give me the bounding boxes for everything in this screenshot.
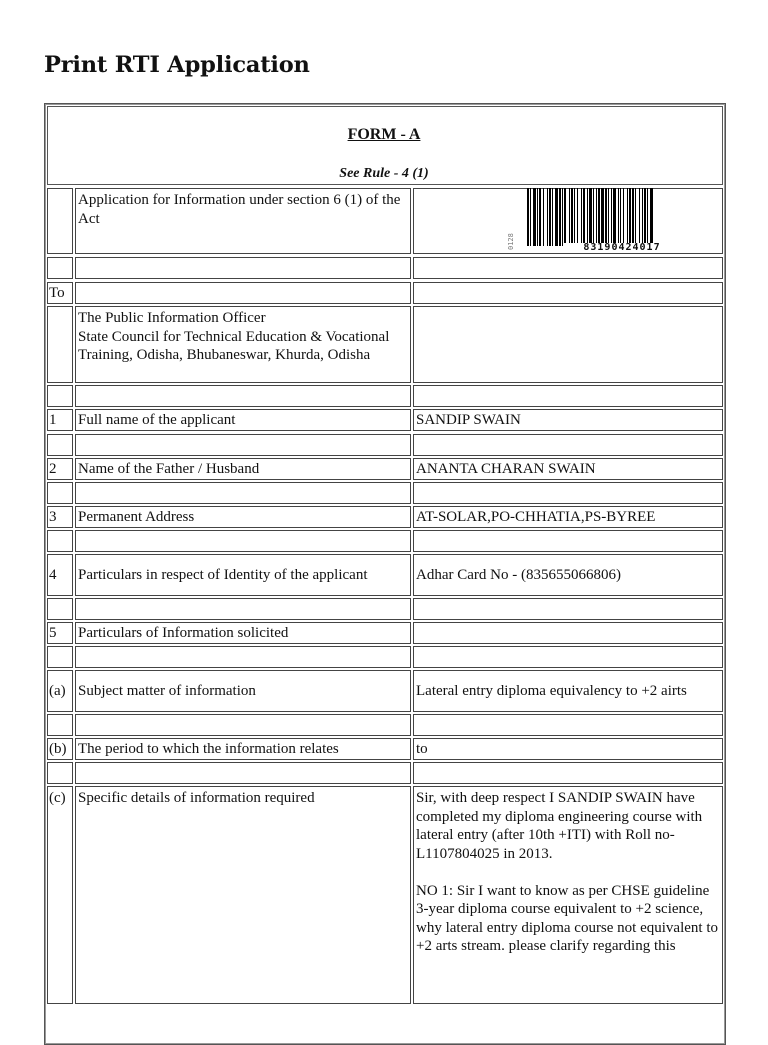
page-title: Print RTI Application xyxy=(44,52,310,78)
row-17-value-cell xyxy=(413,738,723,760)
row-17-label: The period to which the information relates xyxy=(78,740,339,757)
row-17-num-cell xyxy=(47,738,73,760)
row-6-num-cell xyxy=(47,434,73,456)
row-3-num-cell xyxy=(47,306,73,383)
row-9-value-cell xyxy=(413,506,723,528)
row-10-value-cell xyxy=(413,530,723,552)
form-title: FORM - A xyxy=(347,126,421,143)
row-10-num-cell xyxy=(47,530,73,552)
row-7-num: 2 xyxy=(49,460,57,477)
row-7-value: ANANTA CHARAN SWAIN xyxy=(416,460,596,477)
row-13-label: Particulars of Information solicited xyxy=(78,624,289,641)
row-15-value-cell xyxy=(413,670,723,712)
row-19-value: Sir, with deep respect I SANDIP SWAIN have completed my diploma engineering course with lateral entry (after 10th +ITI) with Roll no-L1107804025 in 2013. NO 1: Sir I want to know as per CHSE guideline 3-year diploma course equivalent to +2 science, why lateral entry diploma course not equivalent to +2 arts stream. please clarify regarding this xyxy=(416,790,718,954)
row-5-value-cell xyxy=(413,409,723,431)
row-5-num: 1 xyxy=(49,411,57,428)
row-11-value-cell xyxy=(413,554,723,596)
form-rule-subtitle: See Rule - 4 (1) xyxy=(339,166,429,181)
row-10-label-cell xyxy=(75,530,411,552)
row-12-label-cell xyxy=(75,598,411,620)
row-4-num-cell xyxy=(47,385,73,407)
row-9-label-cell xyxy=(75,506,411,528)
row-7-num-cell xyxy=(47,458,73,480)
row-12-value-cell xyxy=(413,598,723,620)
barcode xyxy=(507,188,699,254)
row-18-num-cell xyxy=(47,762,73,784)
row-7-label-cell xyxy=(75,458,411,480)
row-3-label: The Public Information Officer State Council for Technical Education & Vocational Training, Odisha, Bhubaneswar, Khurda, Odisha xyxy=(78,310,390,363)
row-2-num-cell xyxy=(47,282,73,304)
row-5-label: Full name of the applicant xyxy=(78,411,236,428)
row-15-label: Subject matter of information xyxy=(78,682,256,699)
row-8-num-cell xyxy=(47,482,73,504)
row-7-value-cell xyxy=(413,458,723,480)
row-15-label-cell xyxy=(75,670,411,712)
row-15-num-cell xyxy=(47,670,73,712)
row-11-label-cell xyxy=(75,554,411,596)
row-0-num-cell xyxy=(47,188,73,254)
row-19-value-cell xyxy=(413,786,723,1004)
row-13-label-cell xyxy=(75,622,411,644)
row-19-num-cell xyxy=(47,786,73,1004)
barcode-bars xyxy=(527,188,699,246)
row-2-num: To xyxy=(49,284,65,301)
row-6-label-cell xyxy=(75,434,411,456)
row-8-value-cell xyxy=(413,482,723,504)
row-9-label: Permanent Address xyxy=(78,508,195,525)
row-19-num: (c) xyxy=(49,790,66,806)
row-1-num-cell xyxy=(47,257,73,279)
row-11-num: 4 xyxy=(49,566,57,583)
row-11-num-cell xyxy=(47,554,73,596)
row-13-value-cell xyxy=(413,622,723,644)
row-4-label-cell xyxy=(75,385,411,407)
row-14-num-cell xyxy=(47,646,73,668)
row-5-value: SANDIP SWAIN xyxy=(416,411,521,428)
row-13-num-cell xyxy=(47,622,73,644)
row-4-value-cell xyxy=(413,385,723,407)
row-11-label: Particulars in respect of Identity of the applicant xyxy=(78,566,368,583)
row-8-label-cell xyxy=(75,482,411,504)
row-3-label-cell xyxy=(75,306,411,383)
row-13-num: 5 xyxy=(49,624,57,641)
row-14-value-cell xyxy=(413,646,723,668)
row-16-value-cell xyxy=(413,714,723,736)
row-0-label: Application for Information under section 6 (1) of the Act xyxy=(78,192,401,227)
row-17-num: (b) xyxy=(49,740,67,757)
row-2-label-cell xyxy=(75,282,411,304)
row-5-label-cell xyxy=(75,409,411,431)
row-18-value-cell xyxy=(413,762,723,784)
row-12-num-cell xyxy=(47,598,73,620)
row-17-label-cell xyxy=(75,738,411,760)
row-19-label: Specific details of information required xyxy=(78,790,315,806)
row-6-value-cell xyxy=(413,434,723,456)
row-7-label: Name of the Father / Husband xyxy=(78,460,260,477)
row-0-label-cell xyxy=(75,188,411,254)
row-9-num-cell xyxy=(47,506,73,528)
row-2-value-cell xyxy=(413,282,723,304)
row-9-value: AT-SOLAR,PO-CHHATIA,PS-BYREE xyxy=(416,508,656,525)
row-5-num-cell xyxy=(47,409,73,431)
row-16-num-cell xyxy=(47,714,73,736)
row-19-label-cell xyxy=(75,786,411,1004)
row-1-label-cell xyxy=(75,257,411,279)
row-18-label-cell xyxy=(75,762,411,784)
row-3-value-cell xyxy=(413,306,723,383)
row-15-value: Lateral entry diploma equivalency to +2 airts xyxy=(416,682,687,699)
row-15-num: (a) xyxy=(49,682,66,699)
barcode-number: 83190424017 xyxy=(563,243,681,253)
row-17-value: to xyxy=(416,740,428,757)
row-9-num: 3 xyxy=(49,508,57,525)
row-16-label-cell xyxy=(75,714,411,736)
barcode-side-text: 0128 xyxy=(507,233,515,250)
row-14-label-cell xyxy=(75,646,411,668)
row-1-value-cell xyxy=(413,257,723,279)
row-11-value: Adhar Card No - (835655066806) xyxy=(416,566,621,583)
